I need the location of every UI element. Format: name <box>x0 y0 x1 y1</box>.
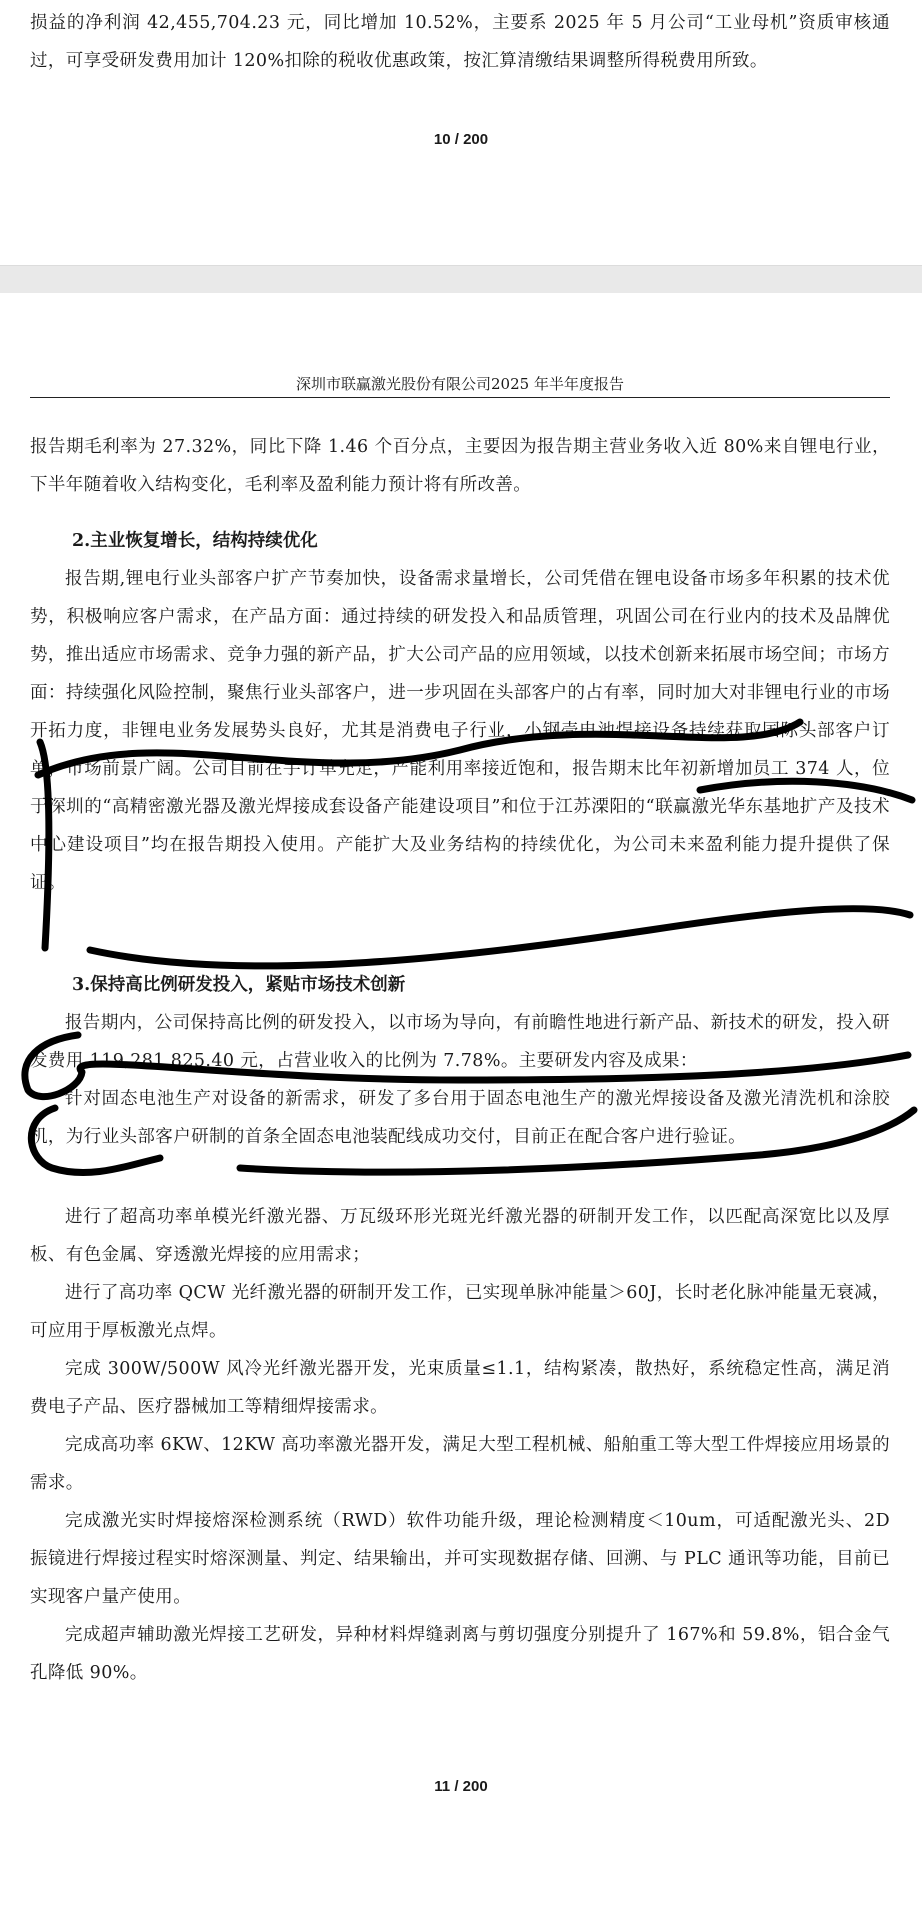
document-page-11 <box>0 293 922 1919</box>
paragraph-solid-state-battery: 针对固态电池生产对设备的新需求，研发了多台用于固态电池生产的激光焊接设备及激光清洗机和涂胶机，为行业头部客户研制的首条全固态电池装配线成功交付，目前正在配合客户进行验证。 <box>30 1089 890 1147</box>
page-number: 10 / 200 <box>433 131 489 148</box>
page-separator <box>0 265 922 295</box>
document-page-10 <box>0 0 922 265</box>
paragraph-net-profit: 损益的净利润 42,455,704.23 元，同比增加 10.52%，主要系 2025 年 5 月公司“工业母机”资质审核通过，可享受研发费用加计 120%扣除的税收优惠政策，按汇算清缴结果调整所得税费用所致。 <box>30 13 890 71</box>
paragraph-gross-margin: 报告期毛利率为 27.32%，同比下降 1.46 个百分点，主要因为报告期主营业务收入近 80%来自锂电行业，下半年随着收入结构变化，毛利率及盈利能力预计将有所改善。 <box>30 437 890 495</box>
section-3-heading: 3.保持高比例研发投入，紧贴市场技术创新 <box>72 975 406 995</box>
report-header: 深圳市联赢激光股份有限公司2025 年半年度报告 <box>30 371 890 398</box>
paragraph-high-power-laser: 完成高功率 6KW、12KW 高功率激光器开发，满足大型工程机械、船舶重工等大型工件焊接应用场景的需求。 <box>30 1435 890 1493</box>
paragraph-single-mode-laser: 进行了超高功率单模光纤激光器、万瓦级环形光斑光纤激光器的研制开发工作，以匹配高深宽比以及厚板、有色金属、穿透激光焊接的应用需求； <box>30 1207 890 1265</box>
paragraph-rwd-system: 完成激光实时焊接熔深检测系统（RWD）软件功能升级，理论检测精度＜10um，可适配激光头、2D 振镜进行焊接过程实时熔深测量、判定、结果输出，并可实现数据存储、回溯、与 PLC 通讯等功能，目前已实现客户量产使用。 <box>30 1511 890 1607</box>
paragraph-qcw-laser: 进行了高功率 QCW 光纤激光器的研制开发工作，已实现单脉冲能量＞60J，长时老化脉冲能量无衰减，可应用于厚板激光点焊。 <box>30 1283 890 1341</box>
section-2-paragraph: 报告期,锂电行业头部客户扩产节奏加快，设备需求量增长，公司凭借在锂电设备市场多年积累的技术优势，积极响应客户需求，在产品方面：通过持续的研发投入和品质管理，巩固公司在行业内的技术及品牌优势，推出适应市场需求、竞争力强的新产品，扩大公司产品的应用领域，以技术创新来拓展市场空间；市场方面：持续强化风险控制，聚焦行业头部客户，进一步巩固在头部客户的占有率，同时加大对非锂电行业的市场开拓力度，非锂电业务发展势头良好，尤其是消费电子行业，小钢壳电池焊接设备持续获取国际头部客户订单，市场前景广阔。公司目前在手订单充足，产能利用率接近饱和，报告期末比年初新增加员工 374 人，位于深圳的“高精密激光器及激光焊接成套设备产能建设项目”和位于江苏溧阳的“联赢激光华东基地扩产及技术中心建设项目”均在报告期投入使用。产能扩大及业务结构的持续优化，为公司未来盈利能力提升提供了保证。 <box>30 569 890 893</box>
paragraph-air-cooled-laser: 完成 300W/500W 风冷光纤激光器开发，光束质量≤1.1，结构紧凑，散热好，系统稳定性高，满足消费电子产品、医疗器械加工等精细焊接需求。 <box>30 1359 890 1417</box>
section-2-heading: 2.主业恢复增长，结构持续优化 <box>72 531 318 551</box>
paragraph-rd-investment: 报告期内，公司保持高比例的研发投入，以市场为导向，有前瞻性地进行新产品、新技术的研发，投入研发费用 119,281,825.40 元，占营业收入的比例为 7.78%。主要研发内容及成果： <box>30 1013 890 1071</box>
page-number: 11 / 200 <box>434 1778 488 1795</box>
paragraph-ultrasonic-welding: 完成超声辅助激光焊接工艺研发，异种材料焊缝剥离与剪切强度分别提升了 167%和 59.8%，铝合金气孔降低 90%。 <box>30 1625 890 1683</box>
